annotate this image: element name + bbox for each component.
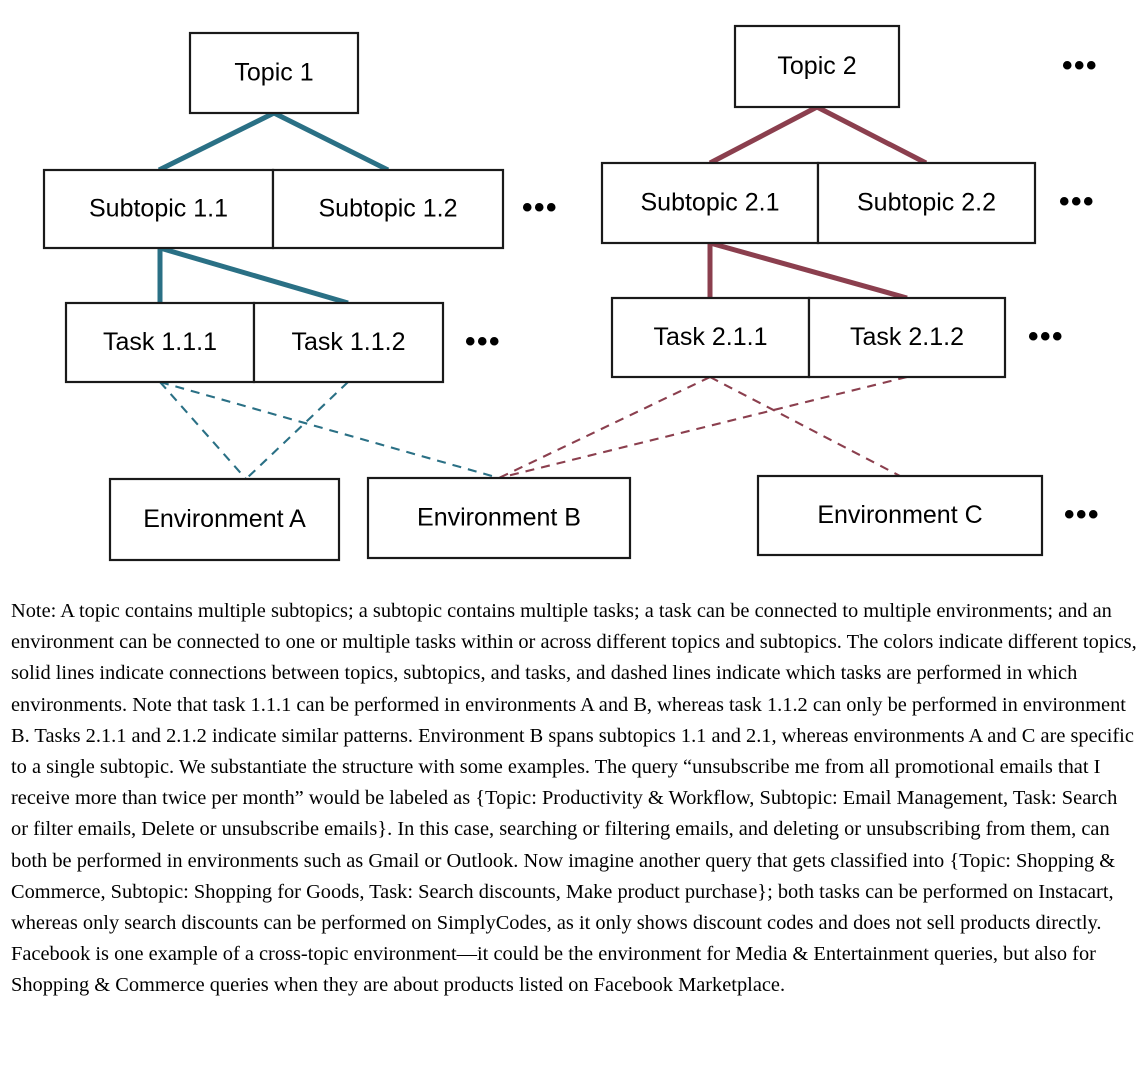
link-task211-envB bbox=[499, 377, 710, 478]
environment-label: Environment C bbox=[817, 501, 983, 530]
environment-c[interactable] bbox=[758, 476, 1042, 555]
subtopic-label: Subtopic 2.1 bbox=[640, 188, 780, 217]
subtopic-label: Subtopic 1.1 bbox=[89, 194, 228, 223]
topic-2[interactable] bbox=[735, 26, 899, 107]
link-subtopic21-task212 bbox=[710, 243, 907, 298]
subtopic-row-1-ellipsis: ••• bbox=[521, 190, 559, 224]
figure-caption: Note: A topic contains multiple subtopics; a subtopic contains multiple tasks; a task can be connected to multiple environments; and an environment can be connected to one or multiple tasks within or across different topics and subtopics. The colors indicate different topics, solid lines indicate connections between topics, subtopics, and tasks, and dashed lines indicate which tasks are performed in which environments. Note that task 1.1.1 can be performed in environments A and B, whereas task 1.1.2 can only be performed in environment B. Tasks 2.1.1 and 2.1.2 indicate similar patterns. Environment B spans subtopics 1.1 and 2.1, whereas environments A and C are specific to a single subtopic. We substantiate the structure with some examples. The query “unsubscribe me from all promotional emails that I receive more than twice per month” would be labeled as {Topic: Productivity & Workflow, Subtopic: Email Management, Task: Search or filter emails, Delete or unsubscribe emails}. In this case, searching or filtering emails, and deleting or unsubscribing from them, can both be performed in environments such as Gmail or Outlook. Now imagine another query that gets classified into {Topic: Shopping & Commerce, Subtopic: Shopping for Goods, Task: Search discounts, Make product purchase}; both tasks can be performed on Instacart, whereas only search discounts can be performed on SimplyCodes, as it only shows discount codes and does not sell products directly. Facebook is one example of a cross-topic environment—it could be the environment for Media & Entertainment queries, but also for Shopping & Commerce queries when they are about products listed on Facebook Marketplace. bbox=[11, 600, 1142, 997]
task-2-1-1[interactable] bbox=[612, 298, 809, 377]
subtopic-1-2[interactable] bbox=[273, 170, 503, 248]
subtopic-row-2-ellipsis: ••• bbox=[1058, 184, 1096, 218]
link-topic2-subtopic21 bbox=[710, 107, 817, 163]
task-row-2-ellipsis: ••• bbox=[1027, 319, 1065, 353]
subtopic-label: Subtopic 1.2 bbox=[318, 194, 458, 223]
task-1-1-2[interactable] bbox=[254, 303, 443, 382]
topic-row-ellipsis: ••• bbox=[1061, 48, 1099, 82]
link-subtopic11-task112 bbox=[160, 248, 348, 303]
task-label: Task 1.1.1 bbox=[103, 328, 217, 357]
subtopic-label: Subtopic 2.2 bbox=[857, 188, 996, 217]
link-task111-envA bbox=[160, 382, 246, 479]
task-1-1-1[interactable] bbox=[66, 303, 254, 382]
task-label: Task 2.1.1 bbox=[653, 323, 768, 352]
topic-label: Topic 1 bbox=[234, 58, 314, 87]
dashed-link-group bbox=[160, 377, 907, 479]
topic-1[interactable] bbox=[190, 33, 358, 113]
subtopic-2-1[interactable] bbox=[602, 163, 818, 243]
task-2-1-2[interactable] bbox=[809, 298, 1005, 377]
environment-row-ellipsis: ••• bbox=[1063, 497, 1101, 531]
environment-label: Environment B bbox=[417, 503, 581, 532]
environment-b[interactable] bbox=[368, 478, 630, 558]
link-task212-envB bbox=[499, 377, 907, 478]
link-topic1-subtopic11 bbox=[159, 113, 274, 170]
task-label: Task 1.1.2 bbox=[291, 328, 406, 357]
link-topic1-subtopic12 bbox=[274, 113, 388, 170]
task-label: Task 2.1.2 bbox=[850, 323, 964, 352]
link-task211-envC bbox=[710, 377, 900, 476]
link-task111-envB bbox=[160, 382, 499, 478]
topic-label: Topic 2 bbox=[777, 52, 857, 81]
link-topic2-subtopic22 bbox=[817, 107, 926, 163]
environment-a[interactable] bbox=[110, 479, 339, 560]
environment-label: Environment A bbox=[143, 505, 306, 534]
task-row-1-ellipsis: ••• bbox=[464, 324, 502, 358]
subtopic-2-2[interactable] bbox=[818, 163, 1035, 243]
subtopic-1-1[interactable] bbox=[44, 170, 273, 248]
ellipsis-group bbox=[465, 49, 1100, 531]
